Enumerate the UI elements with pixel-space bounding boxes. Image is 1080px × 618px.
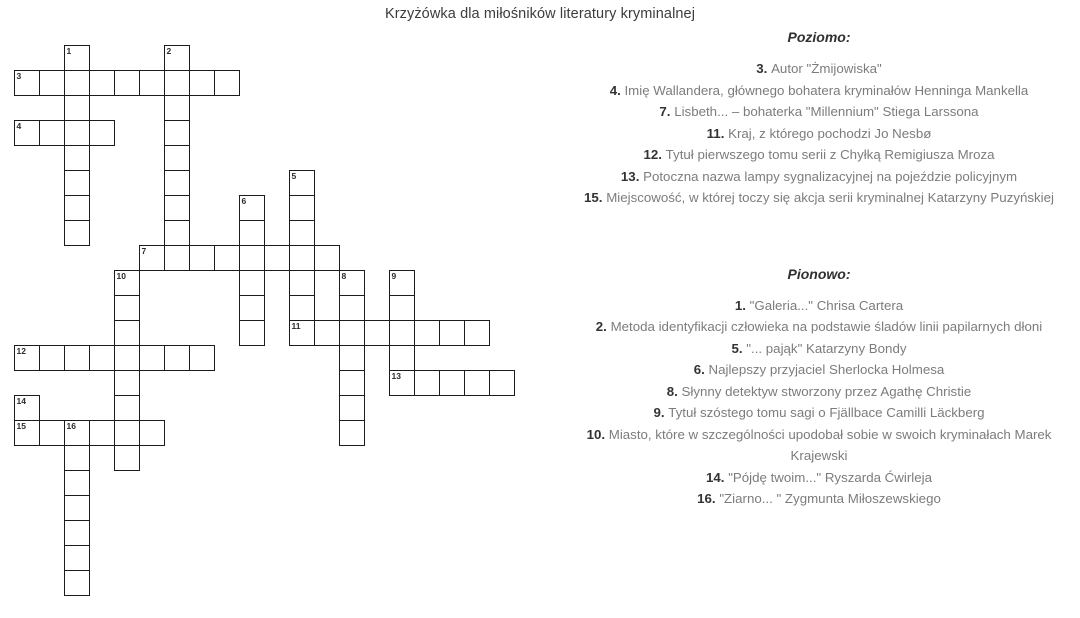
crossword-cell[interactable] xyxy=(64,545,90,571)
crossword-cell[interactable] xyxy=(239,245,265,271)
crossword-cell[interactable] xyxy=(114,445,140,471)
crossword-cell[interactable] xyxy=(39,420,65,446)
crossword-cell[interactable] xyxy=(339,270,365,296)
crossword-cell[interactable] xyxy=(289,220,315,246)
cell-number: 2 xyxy=(166,46,172,56)
crossword-cell[interactable] xyxy=(164,220,190,246)
crossword-cell[interactable] xyxy=(314,320,340,346)
crossword-cell[interactable] xyxy=(439,370,465,396)
cell-number: 11 xyxy=(291,321,301,331)
crossword-cell[interactable] xyxy=(464,320,490,346)
clue-text: Imię Wallandera, głównego bohatera kryminałów Henninga Mankella xyxy=(624,82,1029,98)
crossword-cell[interactable] xyxy=(164,145,190,171)
cell-number: 4 xyxy=(16,121,22,131)
clue-text: Potoczna nazwa lampy sygnalizacyjnej na pojeździe policyjnym xyxy=(643,168,1018,184)
crossword-cell[interactable] xyxy=(114,345,140,371)
crossword-cell[interactable] xyxy=(39,70,65,96)
clue-item xyxy=(566,187,1072,209)
clue-number: 8. xyxy=(666,383,682,399)
clue-text: "Galeria..." Chrisa Cartera xyxy=(749,297,904,313)
crossword-cell[interactable] xyxy=(339,295,365,321)
clue-number: 7. xyxy=(659,104,675,119)
crossword-cell[interactable] xyxy=(339,370,365,396)
crossword-cell[interactable] xyxy=(64,470,90,496)
clue-number: 6. xyxy=(693,362,709,377)
crossword-cell[interactable] xyxy=(289,320,315,346)
crossword-cell[interactable] xyxy=(389,270,415,296)
crossword-cell[interactable] xyxy=(64,520,90,546)
clue-text: Autor "Żmijowiska" xyxy=(771,61,882,76)
crossword-cell[interactable] xyxy=(214,70,240,96)
crossword-cell[interactable] xyxy=(164,95,190,121)
clue-text: "Pójdę twoim..." Ryszarda Ćwirleja xyxy=(728,469,932,485)
clue-item xyxy=(566,467,1072,489)
crossword-cell[interactable] xyxy=(14,120,40,146)
crossword-cell[interactable] xyxy=(14,345,40,371)
crossword-cell[interactable] xyxy=(389,295,415,321)
crossword-cell[interactable] xyxy=(64,70,90,96)
clue-text: "Ziarno... " Zygmunta Miłoszewskiego xyxy=(719,491,941,506)
crossword-cell[interactable] xyxy=(114,295,140,321)
crossword-cell[interactable] xyxy=(14,420,40,446)
crossword-cell[interactable] xyxy=(114,370,140,396)
crossword-cell[interactable] xyxy=(239,270,265,296)
crossword-cell[interactable] xyxy=(14,70,40,96)
clue-text: Metoda identyfikacji człowieka na podstawie śladów linii papilarnych dłoni xyxy=(610,319,1043,334)
crossword-cell[interactable] xyxy=(414,320,440,346)
crossword-cell[interactable] xyxy=(314,245,340,271)
cell-number: 6 xyxy=(241,196,247,206)
crossword-cell[interactable] xyxy=(64,495,90,521)
clue-text: Kraj, z którego pochodzi Jo Nesbø xyxy=(728,125,932,141)
crossword-cell[interactable] xyxy=(464,370,490,396)
crossword-cell[interactable] xyxy=(239,220,265,246)
clue-item xyxy=(566,101,1072,123)
crossword-cell[interactable] xyxy=(64,45,90,71)
crossword-cell[interactable] xyxy=(139,345,165,371)
crossword-cell[interactable] xyxy=(39,120,65,146)
cell-number: 10 xyxy=(116,271,126,281)
crossword-cell[interactable] xyxy=(439,320,465,346)
crossword-cell[interactable] xyxy=(139,420,165,446)
cell-number: 15 xyxy=(16,421,26,431)
crossword-cell[interactable] xyxy=(89,120,115,146)
crossword-cell[interactable] xyxy=(164,120,190,146)
crossword-cell[interactable] xyxy=(164,170,190,196)
crossword-cell[interactable] xyxy=(239,295,265,321)
clue-number: 15. xyxy=(584,190,607,205)
clue-number: 9. xyxy=(653,405,669,420)
cell-number: 7 xyxy=(141,246,147,256)
crossword-cell[interactable] xyxy=(239,320,265,346)
clue-item xyxy=(566,359,1072,381)
crossword-cell[interactable] xyxy=(164,45,190,71)
crossword-cell[interactable] xyxy=(39,345,65,371)
crossword-cell[interactable] xyxy=(289,270,315,296)
crossword-cell[interactable] xyxy=(64,220,90,246)
clue-item xyxy=(566,316,1072,338)
cell-number: 1 xyxy=(66,46,72,56)
crossword-cell[interactable] xyxy=(414,370,440,396)
crossword-cell[interactable] xyxy=(89,70,115,96)
clue-number: 1. xyxy=(734,297,750,313)
crossword-cell[interactable] xyxy=(189,245,215,271)
clue-item xyxy=(566,144,1072,166)
crossword-cell[interactable] xyxy=(214,245,240,271)
crossword-cell[interactable] xyxy=(89,345,115,371)
clue-text: Najlepszy przyjaciel Sherlocka Holmesa xyxy=(708,362,945,377)
crossword-cell[interactable] xyxy=(339,395,365,421)
clue-number: 11. xyxy=(706,125,729,141)
clue-item xyxy=(566,424,1072,467)
crossword-cell[interactable] xyxy=(64,570,90,596)
cell-number: 12 xyxy=(16,346,26,356)
crossword-cell[interactable] xyxy=(389,320,415,346)
crossword-cell[interactable] xyxy=(114,320,140,346)
clue-number: 12. xyxy=(643,147,666,162)
clue-number: 4. xyxy=(609,82,625,98)
crossword-cell[interactable] xyxy=(64,95,90,121)
crossword-cell[interactable] xyxy=(114,395,140,421)
clue-number: 3. xyxy=(756,61,772,76)
clue-text: Miejscowość, w której toczy się akcja serii kryminalnej Katarzyny Puzyńskiej xyxy=(606,190,1054,205)
clue-number: 13. xyxy=(620,168,644,184)
clue-item xyxy=(566,488,1072,510)
clues-panel xyxy=(566,28,1072,510)
crossword-cell[interactable] xyxy=(14,395,40,421)
clue-section-spacer xyxy=(566,209,1072,235)
crossword-cell[interactable] xyxy=(189,345,215,371)
cell-number: 9 xyxy=(391,271,397,281)
crossword-cell[interactable] xyxy=(289,170,315,196)
crossword-cell[interactable] xyxy=(389,345,415,371)
across-heading: Poziomo: xyxy=(787,29,851,45)
crossword-cell[interactable] xyxy=(239,195,265,221)
clue-text: "... pająk" Katarzyny Bondy xyxy=(746,340,907,356)
crossword-cell[interactable] xyxy=(364,320,390,346)
crossword-cell[interactable] xyxy=(139,70,165,96)
clue-item xyxy=(566,402,1072,424)
clue-number: 10. xyxy=(586,426,609,442)
clue-text: Tytuł szóstego tomu sagi o Fjällbace Camilli Läckberg xyxy=(668,405,985,420)
cell-number: 5 xyxy=(291,171,297,181)
clue-text: Słynny detektyw stworzony przez Agathę Christie xyxy=(681,383,972,399)
cell-number: 13 xyxy=(391,371,401,381)
crossword-cell[interactable] xyxy=(289,295,315,321)
crossword-cell[interactable] xyxy=(64,345,90,371)
crossword-cell[interactable] xyxy=(289,245,315,271)
crossword-cell[interactable] xyxy=(339,420,365,446)
down-clue-list xyxy=(566,295,1072,510)
clue-item xyxy=(566,338,1072,360)
crossword-cell[interactable] xyxy=(339,320,365,346)
crossword-cell[interactable] xyxy=(139,245,165,271)
crossword-cell[interactable] xyxy=(289,195,315,221)
crossword-cell[interactable] xyxy=(264,245,290,271)
crossword-cell[interactable] xyxy=(164,245,190,271)
clue-text: Tytuł pierwszego tomu serii z Chyłką Remigiusza Mroza xyxy=(665,147,995,162)
clue-number: 5. xyxy=(731,340,747,356)
crossword-cell[interactable] xyxy=(489,370,515,396)
crossword-cell[interactable] xyxy=(164,195,190,221)
clue-item xyxy=(566,295,1072,317)
crossword-cell[interactable] xyxy=(164,70,190,96)
page-title: Krzyżówka dla miłośników literatury kryminalnej xyxy=(384,6,696,22)
crossword-cell[interactable] xyxy=(114,70,140,96)
cell-number: 14 xyxy=(16,396,26,406)
crossword-cell[interactable] xyxy=(114,270,140,296)
crossword-cell[interactable] xyxy=(339,345,365,371)
crossword-cell[interactable] xyxy=(164,345,190,371)
clue-number: 2. xyxy=(595,319,611,334)
crossword-cell[interactable] xyxy=(64,145,90,171)
crossword-cell[interactable] xyxy=(389,370,415,396)
clue-number: 14. xyxy=(706,469,729,485)
clue-item xyxy=(566,80,1072,102)
crossword-cell[interactable] xyxy=(64,195,90,221)
crossword-cell[interactable] xyxy=(64,120,90,146)
cell-number: 8 xyxy=(341,271,347,281)
cell-number: 16 xyxy=(66,421,76,431)
crossword-cell[interactable] xyxy=(64,170,90,196)
clue-item xyxy=(566,381,1072,403)
crossword-cell[interactable] xyxy=(64,445,90,471)
crossword-cell[interactable] xyxy=(89,420,115,446)
crossword-cell[interactable] xyxy=(64,420,90,446)
across-clue-list xyxy=(566,58,1072,209)
clue-text: Lisbeth... – bohaterka "Millennium" Stiega Larssona xyxy=(674,104,979,119)
crossword-cell[interactable] xyxy=(189,70,215,96)
clue-item xyxy=(566,123,1072,145)
cell-number: 3 xyxy=(16,71,22,81)
crossword-cell[interactable] xyxy=(114,420,140,446)
down-heading: Pionowo: xyxy=(787,265,851,282)
clue-number: 16. xyxy=(697,491,720,506)
clue-item xyxy=(566,166,1072,188)
clue-text: Miasto, które w szczególności upodobał sobie w swoich kryminałach Marek Krajewski xyxy=(608,426,1052,463)
clue-item xyxy=(566,58,1072,80)
